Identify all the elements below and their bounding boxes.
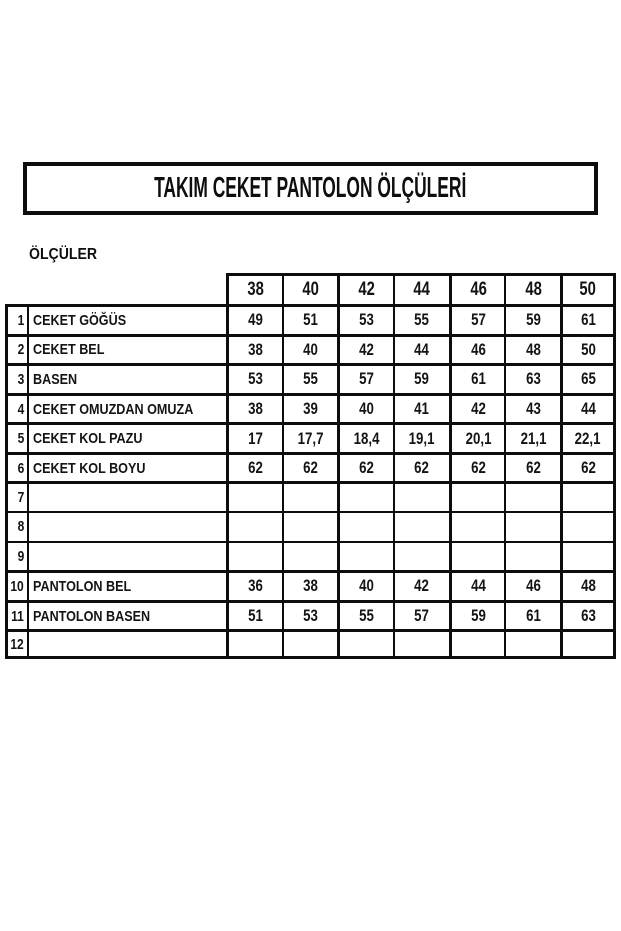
value-cell-text: 65 [580,369,596,389]
value-cell [393,422,449,452]
value-cell [560,600,616,630]
value-cell-text: 42 [359,339,375,359]
value-cell [282,452,338,482]
value-cell [560,334,616,364]
size-header-cell [393,273,449,304]
value-cell [226,363,282,393]
row-number-cell-text: 4 [17,400,24,418]
row-label-cell-text: CEKET BEL [33,341,105,359]
value-cell [337,570,393,600]
value-cell [337,393,393,423]
row-number-cell-text: 2 [17,341,24,359]
row-number-cell-text: 10 [10,577,24,595]
value-cell [560,629,616,659]
size-header-cell-text: 44 [413,279,431,300]
row-label-cell [27,511,226,541]
value-cell-text: 53 [359,310,375,330]
value-cell [504,511,560,541]
size-header-cell-text: 38 [247,279,264,300]
value-cell-text: 51 [303,310,318,330]
row-number-cell-text: 6 [17,459,24,477]
value-cell [226,334,282,364]
value-cell [504,393,560,423]
value-cell [560,363,616,393]
value-cell-text: 39 [303,399,318,419]
value-cell [282,363,338,393]
value-cell [282,481,338,511]
row-label-cell [27,629,226,659]
value-cell-text: 61 [470,369,486,389]
value-cell-text: 21,1 [520,428,547,448]
value-cell-text: 50 [580,339,596,359]
value-cell [226,629,282,659]
row-label-cell [27,393,226,423]
value-cell [226,481,282,511]
value-cell-text: 62 [247,458,263,478]
value-cell [560,393,616,423]
value-cell-text: 55 [359,606,375,626]
value-cell-text: 59 [470,606,486,626]
value-cell [504,304,560,334]
size-header-cell [337,273,393,304]
value-cell [393,452,449,482]
value-cell-text: 44 [414,339,430,359]
value-cell-text: 61 [580,310,596,330]
value-cell [393,304,449,334]
size-header-cell [449,273,505,304]
row-label-cell [27,422,226,452]
value-cell-text: 53 [303,606,318,626]
value-cell [560,570,616,600]
value-cell [560,481,616,511]
value-cell [560,422,616,452]
value-cell-text: 41 [414,399,430,419]
value-cell [504,334,560,364]
row-number-cell [5,422,27,452]
value-cell-text: 38 [247,339,263,359]
row-label-cell [27,600,226,630]
value-cell [393,629,449,659]
value-cell-text: 59 [525,310,541,330]
value-cell-text: 46 [470,339,486,359]
value-cell [449,629,505,659]
row-label-cell-text: BASEN [33,370,78,388]
value-cell [393,363,449,393]
value-cell [504,422,560,452]
row-label-cell [27,481,226,511]
row-number-cell-text: 11 [11,607,24,625]
row-number-cell [5,570,27,600]
value-cell [449,481,505,511]
value-cell-text: 20,1 [465,428,492,448]
value-cell [393,393,449,423]
value-cell-text: 57 [470,310,486,330]
row-number-cell-text: 8 [17,518,24,536]
row-label-cell-text: CEKET KOL PAZU [33,430,143,448]
value-cell [449,541,505,571]
value-cell [282,393,338,423]
value-cell [449,600,505,630]
size-header-cell-text: 40 [302,279,319,300]
value-cell-text: 63 [525,369,541,389]
size-header-cell [226,273,282,304]
value-cell [337,629,393,659]
row-label-cell-text: CEKET KOL BOYU [33,459,146,477]
value-cell [560,511,616,541]
row-number-cell [5,334,27,364]
row-number-cell [5,363,27,393]
value-cell-text: 51 [247,606,263,626]
value-cell [226,541,282,571]
value-cell [560,541,616,571]
value-cell [226,600,282,630]
value-cell [282,570,338,600]
value-cell-text: 38 [303,576,318,596]
size-header-cell [282,273,338,304]
size-header-cell-text: 42 [358,279,375,300]
row-number-cell-text: 5 [17,430,24,448]
row-label-cell [27,304,226,334]
value-cell-text: 36 [247,576,263,596]
value-cell [226,304,282,334]
row-label-cell-text: CEKET GÖĞÜS [33,311,127,329]
value-cell [449,363,505,393]
value-cell-text: 40 [359,576,375,596]
row-number-cell [5,452,27,482]
value-cell [393,570,449,600]
value-cell-text: 63 [580,606,596,626]
value-cell-text: 62 [359,458,375,478]
row-number-cell [5,541,27,571]
value-cell-text: 62 [470,458,486,478]
value-cell [449,452,505,482]
value-cell [560,452,616,482]
value-cell-text: 17 [247,428,263,448]
page-title: TAKIM CEKET PANTOLON ÖLÇÜLERİ [154,172,467,204]
value-cell [449,511,505,541]
value-cell-text: 42 [414,576,430,596]
row-label-cell [27,363,226,393]
value-cell-text: 62 [580,458,596,478]
row-label-cell [27,334,226,364]
value-cell [449,570,505,600]
value-cell [337,363,393,393]
value-cell-text: 44 [470,576,486,596]
value-cell [560,304,616,334]
value-cell-text: 22,1 [575,428,601,448]
value-cell [504,570,560,600]
size-header-cell-text: 48 [525,279,542,300]
row-label-cell-text: CEKET OMUZDAN OMUZA [33,400,194,418]
value-cell [337,304,393,334]
value-cell [226,511,282,541]
row-number-cell [5,629,27,659]
value-cell [504,481,560,511]
value-cell [282,304,338,334]
value-cell [504,452,560,482]
row-number-cell-text: 1 [17,311,24,329]
value-cell-text: 57 [359,369,375,389]
value-cell [449,304,505,334]
value-cell [282,541,338,571]
value-cell-text: 40 [303,339,318,359]
value-cell-text: 40 [359,399,375,419]
value-cell-text: 44 [580,399,596,419]
value-cell [337,600,393,630]
value-cell-text: 57 [414,606,430,626]
value-cell [282,600,338,630]
value-cell [337,334,393,364]
value-cell [393,511,449,541]
value-cell [393,600,449,630]
value-cell [226,393,282,423]
value-cell-text: 48 [525,339,541,359]
value-cell-text: 49 [247,310,263,330]
value-cell [449,393,505,423]
value-cell-text: 43 [525,399,541,419]
value-cell [504,629,560,659]
value-cell [449,334,505,364]
title-box [23,162,598,215]
value-cell-text: 59 [414,369,430,389]
row-label-cell [27,452,226,482]
row-number-cell [5,481,27,511]
row-number-cell-text: 9 [17,547,24,565]
value-cell [282,422,338,452]
table-corner-blank [5,273,226,304]
value-cell [504,541,560,571]
value-cell-text: 17,7 [297,428,324,448]
value-cell [504,600,560,630]
row-number-cell [5,600,27,630]
value-cell [449,422,505,452]
size-header-cell-text: 50 [579,279,597,300]
section-label: ÖLÇÜLER [29,246,98,263]
row-label-cell [27,541,226,571]
row-number-cell [5,511,27,541]
row-number-cell [5,304,27,334]
row-label-cell [27,570,226,600]
size-chart-table [5,273,616,659]
value-cell [337,541,393,571]
value-cell [282,511,338,541]
value-cell-text: 42 [470,399,486,419]
size-header-cell-text: 46 [469,279,487,300]
value-cell-text: 55 [303,369,318,389]
value-cell [393,481,449,511]
value-cell-text: 62 [414,458,430,478]
size-header-cell [560,273,616,304]
value-cell-text: 55 [414,310,430,330]
value-cell [226,452,282,482]
value-cell [337,511,393,541]
value-cell-text: 62 [303,458,318,478]
value-cell [393,334,449,364]
value-cell-text: 61 [525,606,541,626]
value-cell-text: 38 [247,399,263,419]
row-number-cell-text: 3 [17,370,24,388]
value-cell-text: 62 [525,458,541,478]
value-cell-text: 48 [580,576,596,596]
row-label-cell-text: PANTOLON BASEN [33,607,151,625]
size-header-cell [504,273,560,304]
row-number-cell-text: 7 [17,489,24,507]
row-number-cell [5,393,27,423]
value-cell [282,629,338,659]
row-number-cell-text: 12 [10,635,24,653]
value-cell [393,541,449,571]
value-cell-text: 18,4 [353,428,380,448]
value-cell-text: 53 [247,369,263,389]
value-cell [337,452,393,482]
value-cell-text: 46 [525,576,541,596]
value-cell [504,363,560,393]
value-cell [282,334,338,364]
row-label-cell-text: PANTOLON BEL [33,577,132,595]
value-cell [226,570,282,600]
value-cell [337,422,393,452]
value-cell [337,481,393,511]
value-cell-text: 19,1 [408,428,435,448]
value-cell [226,422,282,452]
